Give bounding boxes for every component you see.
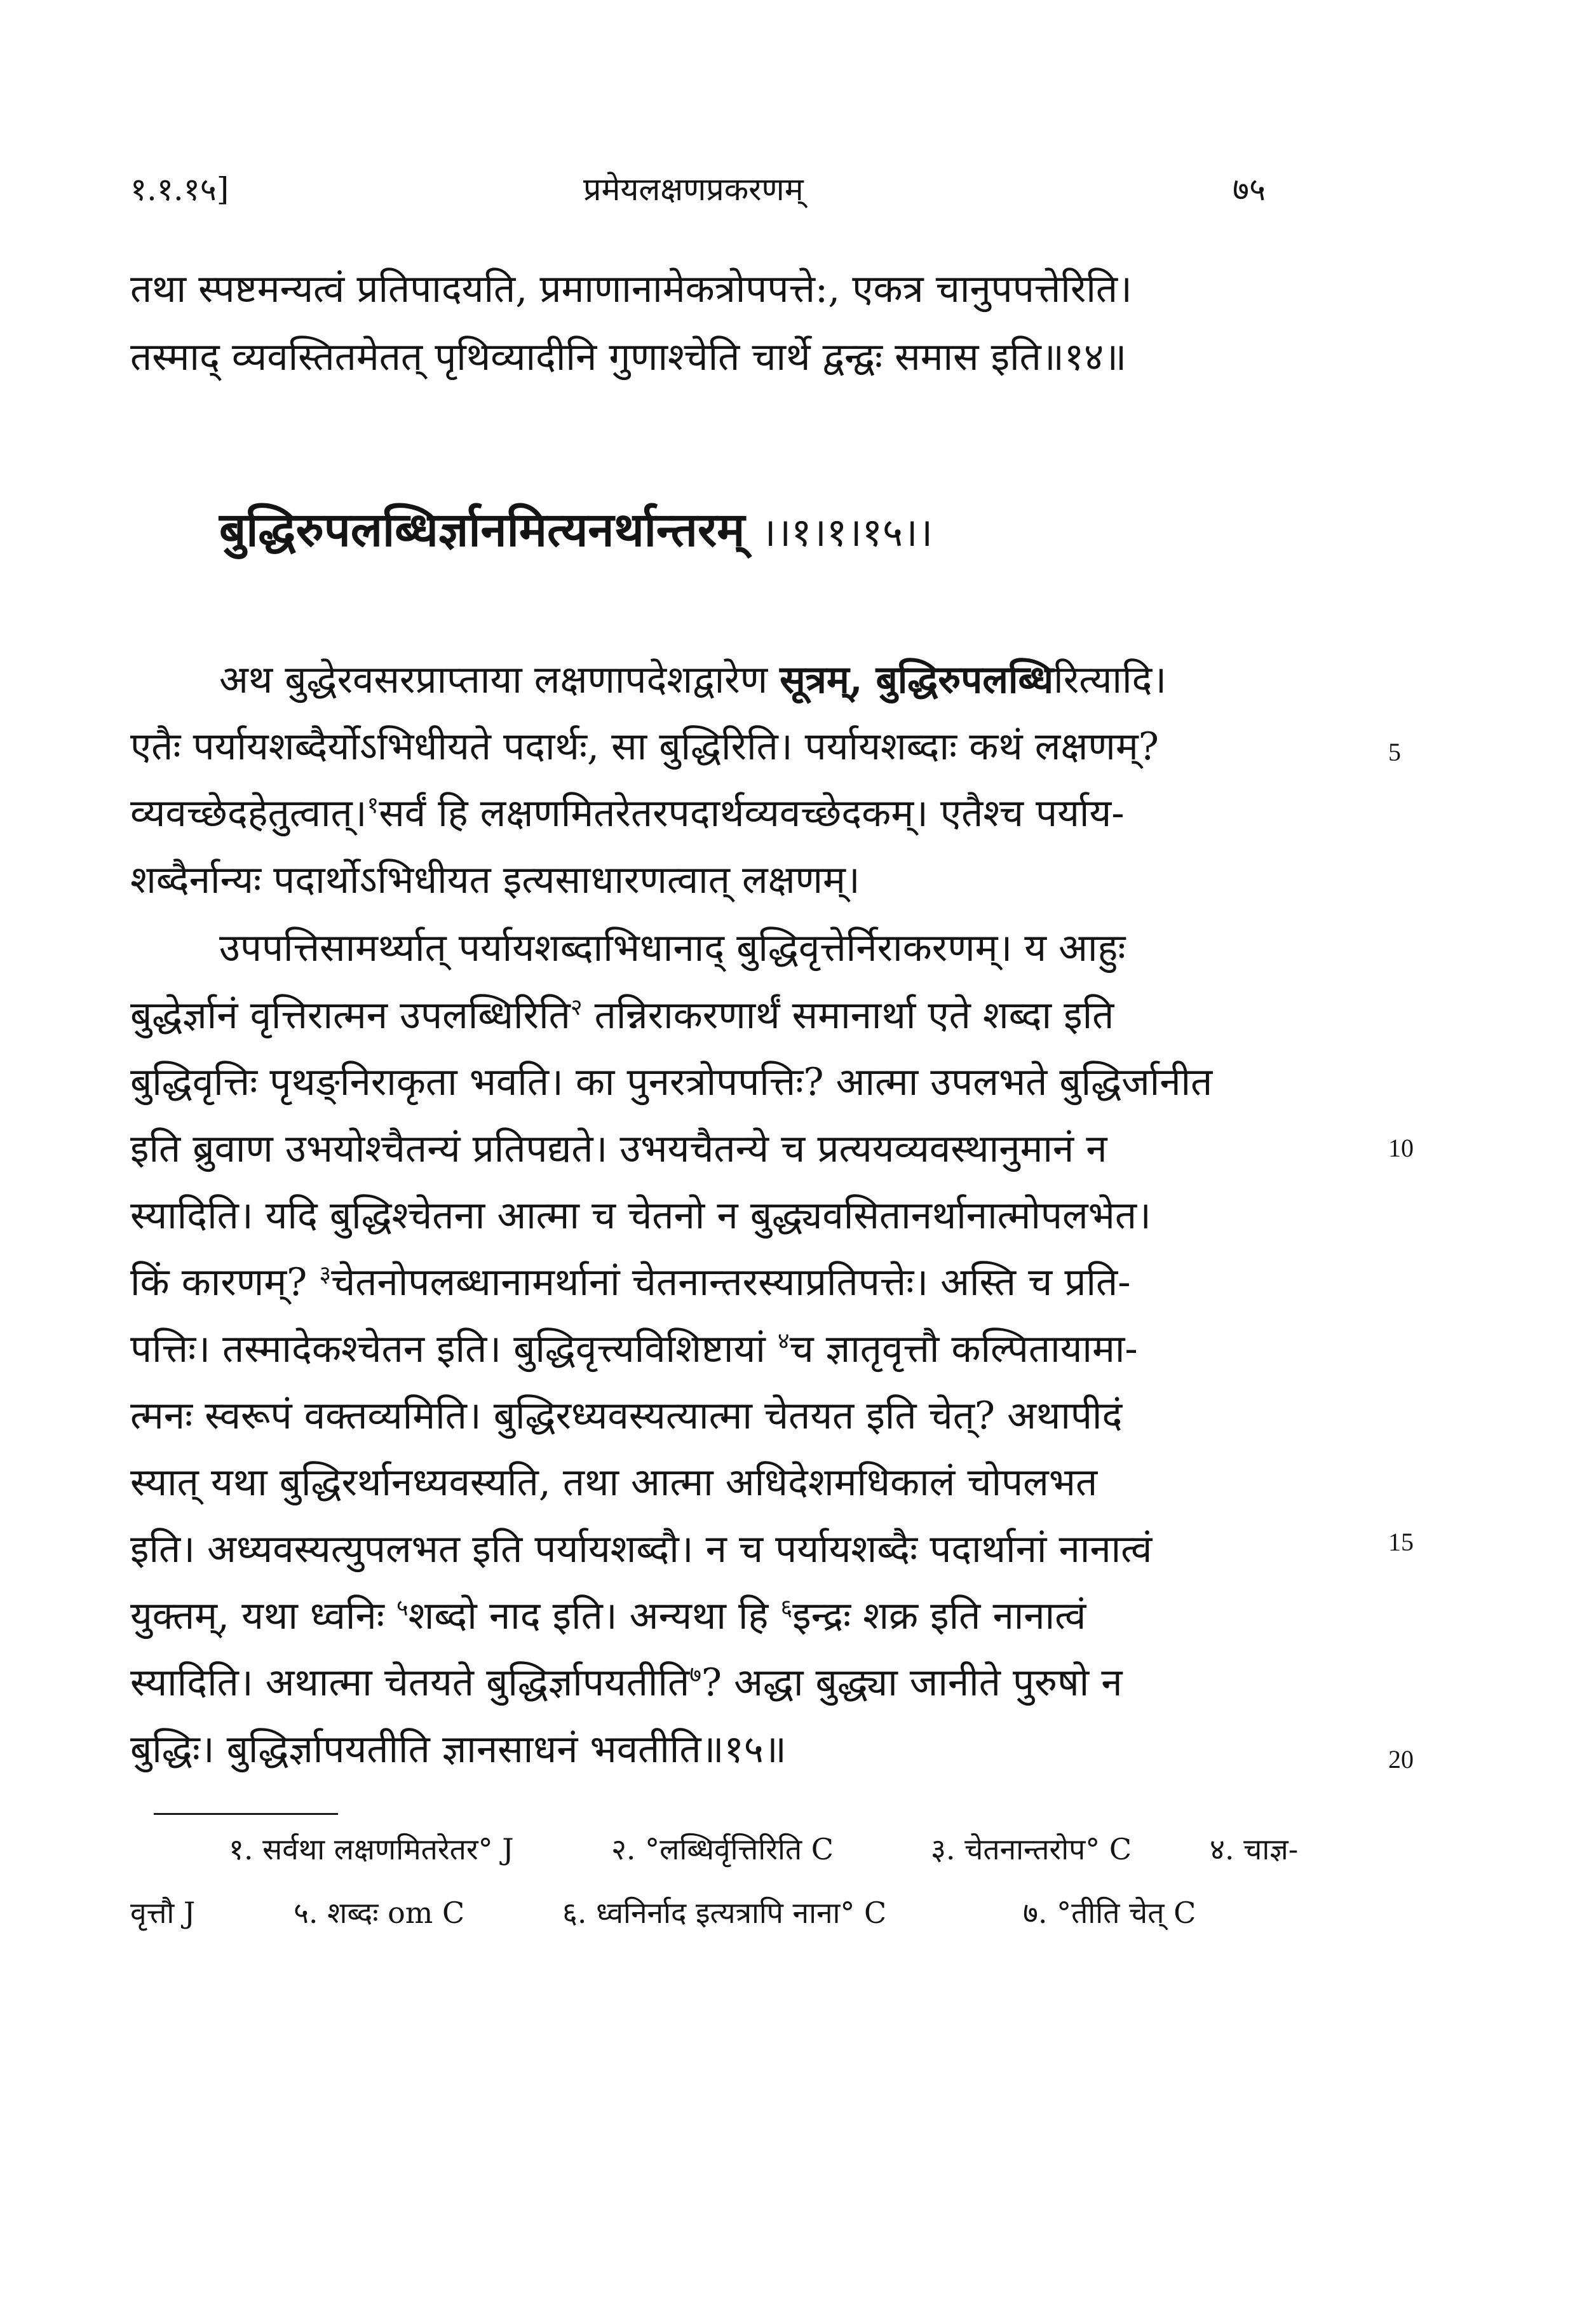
sutra-quote: सूत्रम्, बुद्धिरुपलब्धि — [780, 658, 1054, 702]
body-line: बुद्धिवृत्तिः पृथङ्निराकृता भवति। का पुनरत्रोपपत्तिः? आत्मा उपलभते बुद्धिर्जानीत — [130, 1060, 1213, 1104]
line-number: 20 — [1388, 1745, 1414, 1774]
sutra-number: ।।१।१।१५।। — [761, 509, 933, 555]
line-number: 5 — [1388, 738, 1401, 766]
body-line: स्यात् यथा बुद्धिरर्थानध्यवस्यति, तथा आत्मा अधिदेशमधिकालं चोपलभत — [130, 1460, 1098, 1505]
body-line: बुद्धिः। बुद्धिर्ज्ञापयतीति ज्ञानसाधनं भवतीति॥१५॥ — [130, 1727, 787, 1772]
preface-line: तस्माद् व्यवस्तितमेतत् पृथिव्यादीनि गुणाश्चेति चार्थे द्वन्द्वः समास इति॥१४॥ — [130, 335, 1127, 379]
preface-line: तथा स्पष्टमन्यत्वं प्रतिपादयति, प्रमाणानामेकत्रोपपत्ते:, एकत्र चानुपपत्तेरिति। — [130, 267, 1132, 311]
footnote: वृत्तौ J — [130, 1896, 196, 1930]
body-line: उपपत्तिसामर्थ्यात् पर्यायशब्दाभिधानाद् बुद्धिवृत्तेर्निराकरणम्। य आहुः — [219, 926, 1126, 970]
footnote-marker: ६ — [780, 1595, 793, 1621]
running-title: प्रमेयलक्षणप्रकरणम् — [583, 171, 804, 208]
footnote-marker: २ — [570, 995, 583, 1021]
footnote: ३. चेतनान्तरोप° C — [931, 1832, 1132, 1866]
sutra-heading — [219, 496, 933, 560]
section-reference: १.१.१५] — [130, 171, 229, 208]
body-line: स्यादिति। यदि बुद्धिश्चेतना आत्मा च चेतनो न बुद्ध्यवसितानर्थानात्मोपलभेत। — [130, 1193, 1151, 1238]
footnote-marker: ७ — [689, 1662, 701, 1688]
body-line: व्यवच्छेदहेतुत्वात्।$^१$सर्वं हि लक्षणमितरेतरपदार्थव्यवच्छेदकम्। एतैश्च पर्याय- — [130, 791, 1125, 836]
footnote: ७. °तीति चेत् C — [1023, 1896, 1196, 1930]
body-line: अथ बुद्धेरवसरप्राप्ताया लक्षणापदेशद्वारेण सूत्रम्, बुद्धिरुपलब्धिरित्यादि। — [219, 658, 1167, 702]
body-line: युक्तम्, यथा ध्वनिः $^५$शब्दो नाद इति। अन्यथा हि $^६$इन्द्रः शक्र इति नानात्वं — [130, 1594, 1086, 1638]
footnote-marker: ४ — [777, 1328, 790, 1354]
body-line: त्मनः स्वरूपं वक्तव्यमिति। बुद्धिरध्यवस्यत्यात्मा चेतयत इति चेत्? अथापीदं — [130, 1394, 1123, 1438]
body-line: इति। अध्यवस्यत्युपलभत इति पर्यायशब्दौ। न च पर्यायशब्दैः पदार्थानां नानात्वं — [130, 1527, 1153, 1572]
footnote: ४. चाज्ञ- — [1210, 1832, 1299, 1866]
body-line: बुद्धेर्ज्ञानं वृत्तिरात्मन उपलब्धिरिति$^२$ तन्निराकरणार्थं समानार्था एते शब्दा इति — [130, 993, 1114, 1038]
footnote: ६. ध्वनिर्नाद इत्यत्रापि नाना° C — [562, 1896, 887, 1930]
footnote-marker: ५ — [396, 1595, 409, 1621]
body-line: किं कारणम्? $^३$चेतनोपलब्धानामर्थानां चेतनान्तरस्याप्रतिपत्तेः। अस्ति च प्रति- — [130, 1260, 1131, 1305]
body-line: शब्दैर्नान्यः पदार्थोऽभिधीयत इत्यसाधारणत्वात् लक्षणम्। — [130, 858, 860, 902]
body-line: एतैः पर्यायशब्दैर्योऽभिधीयते पदार्थः, सा बुद्धिरिति। पर्यायशब्दाः कथं लक्षणम्? — [130, 724, 1159, 769]
body-line: इति ब्रुवाण उभयोश्चैतन्यं प्रतिपद्यते। उभयचैतन्ये च प्रत्ययव्यवस्थानुमानं न — [130, 1127, 1107, 1171]
footnote-rule — [154, 1813, 338, 1815]
sutra-text: बुद्धिरुपलब्धिर्ज्ञानमित्यनर्थान्तरम् — [219, 503, 745, 557]
footnote: १. सर्वथा लक्षणमितरेतर° J — [229, 1832, 514, 1866]
line-number: 10 — [1388, 1134, 1414, 1162]
footnote: ५. शब्दः om C — [294, 1896, 465, 1930]
body-line: पत्तिः। तस्मादेकश्चेतन इति। बुद्धिवृत्त्यविशिष्टायां $^४$च ज्ञातृवृत्तौ कल्पितायामा- — [130, 1327, 1138, 1371]
page-number: ७५ — [1233, 171, 1266, 208]
body-line: स्यादिति। अथात्मा चेतयते बुद्धिर्ज्ञापयतीति$^७$? अद्धा बुद्ध्या जानीते पुरुषो न — [130, 1660, 1123, 1705]
line-number: 15 — [1388, 1528, 1414, 1556]
footnote-marker: १ — [367, 792, 379, 818]
footnote-marker: ३ — [319, 1261, 332, 1287]
footnote: २. °लब्धिर्वृत्तिरिति C — [611, 1832, 834, 1866]
